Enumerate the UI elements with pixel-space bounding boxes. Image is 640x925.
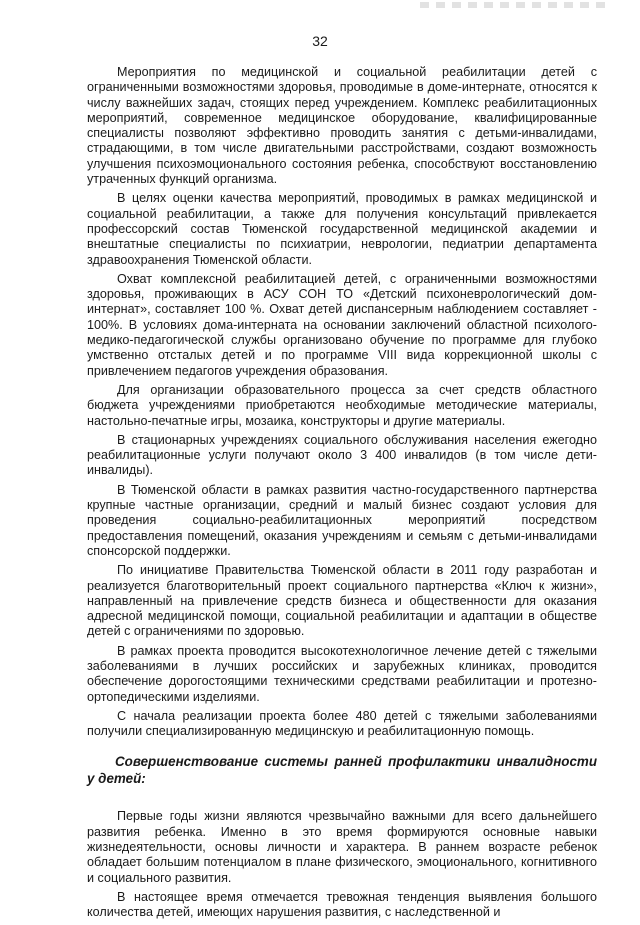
paragraph-public-private-partnership: В Тюменской области в рамках развития частно-государственного партнерства крупные частные организации, средний и малый бизнес создают условия для проведения социально-реабилитационных мероприятий посредством предоставления помещений, оказания учреждениям и семьям с детьми-инвалидами спонсорской поддержки. xyxy=(87,482,597,558)
paragraph-key-to-life-project: По инициативе Правительства Тюменской области в 2011 году разработан и реализуется благотворительный проект социального партнерства «Ключ к жизни», направленный на привлечение средств бизнеса и общественности для оказания адресной медицинской помощи, социальной реабилитации и адаптации в обществе детей с ограничениями по здоровью. xyxy=(87,563,597,639)
section-heading: Совершенствование системы ранней профилактики инвалидности у детей: xyxy=(87,754,597,787)
paragraph-early-years: Первые годы жизни являются чрезвычайно важными для всего дальнейшего развития ребенка. Именно в это время формируются основные навыки жизнедеятельности, основы личности и характера. В раннем возрасте ребенок обладает большим потенциалом в плане физического, эмоционального, когнитивного и социального развития. xyxy=(87,809,597,885)
paragraph-project-results: С начала реализации проекта более 480 детей с тяжелыми заболеваниями получили специализированную медицинскую и реабилитационную помощь. xyxy=(87,708,597,739)
page-number: 32 xyxy=(312,33,328,49)
paragraph-education-budget: Для организации образовательного процесса за счет средств областного бюджета учреждениями приобретаются необходимые методические материалы, настольно-печатные игры, мозаика, конструкторы и другие материалы. xyxy=(87,382,597,428)
paragraph-stationary-institutions: В стационарных учреждениях социального обслуживания населения ежегодно реабилитационные услуги получают около 3 400 инвалидов (в том числе дети-инвалиды). xyxy=(87,432,597,478)
paragraph-quality-assessment: В целях оценки качества мероприятий, проводимых в рамках медицинской и социальной реабилитации, а также для получения консультаций привлекается профессорский состав Тюменской государственной медицинской академии и внештатные специалисты по психиатрии, неврологии, педиатрии департамента здравоохранения Тюменской области. xyxy=(87,191,597,267)
document-body xyxy=(87,65,597,925)
paragraph-rehab-measures: Мероприятия по медицинской и социальной реабилитации детей с ограниченными возможностями здоровья, проводимые в доме-интернате, относятся к числу важнейших задач, стоящих перед учреждением. Комплекс реабилитационных мероприятий, современное медицинское оборудование, квалифицированные специалисты позволяют эффективно проводить занятия с детьми-инвалидами, страдающими, в том числе двигательными расстройствами, создают возможность улучшения психоэмоционального состояния ребенка, способствуют восстановлению утраченных функций организма. xyxy=(87,65,597,187)
scan-artifact xyxy=(420,2,610,8)
paragraph-project-treatment: В рамках проекта проводится высокотехнологичное лечение детей с тяжелыми заболеваниями в лучших российских и зарубежных клиниках, проводится обеспечение дорогостоящими техническими средствами реабилитации и протезно-ортопедическими изделиями. xyxy=(87,643,597,704)
paragraph-coverage: Охват комплексной реабилитацией детей, с ограниченными возможностями здоровья, проживающих в АСУ СОН ТО «Детский психоневрологический дом-интернат», составляет 100 %. Охват детей диспансерным наблюдением составляет - 100%. В условиях дома-интерната на основании заключений областной психолого-медико-педагогической службы организовано обучение по программе для глубоко умственно отсталых детей и по программе VIII вида коррекционной школы с привлечением педагогов учреждения образования. xyxy=(87,271,597,378)
paragraph-current-trend: В настоящее время отмечается тревожная тенденция выявления большого количества детей, имеющих нарушения развития, с наследственной и xyxy=(87,889,597,920)
